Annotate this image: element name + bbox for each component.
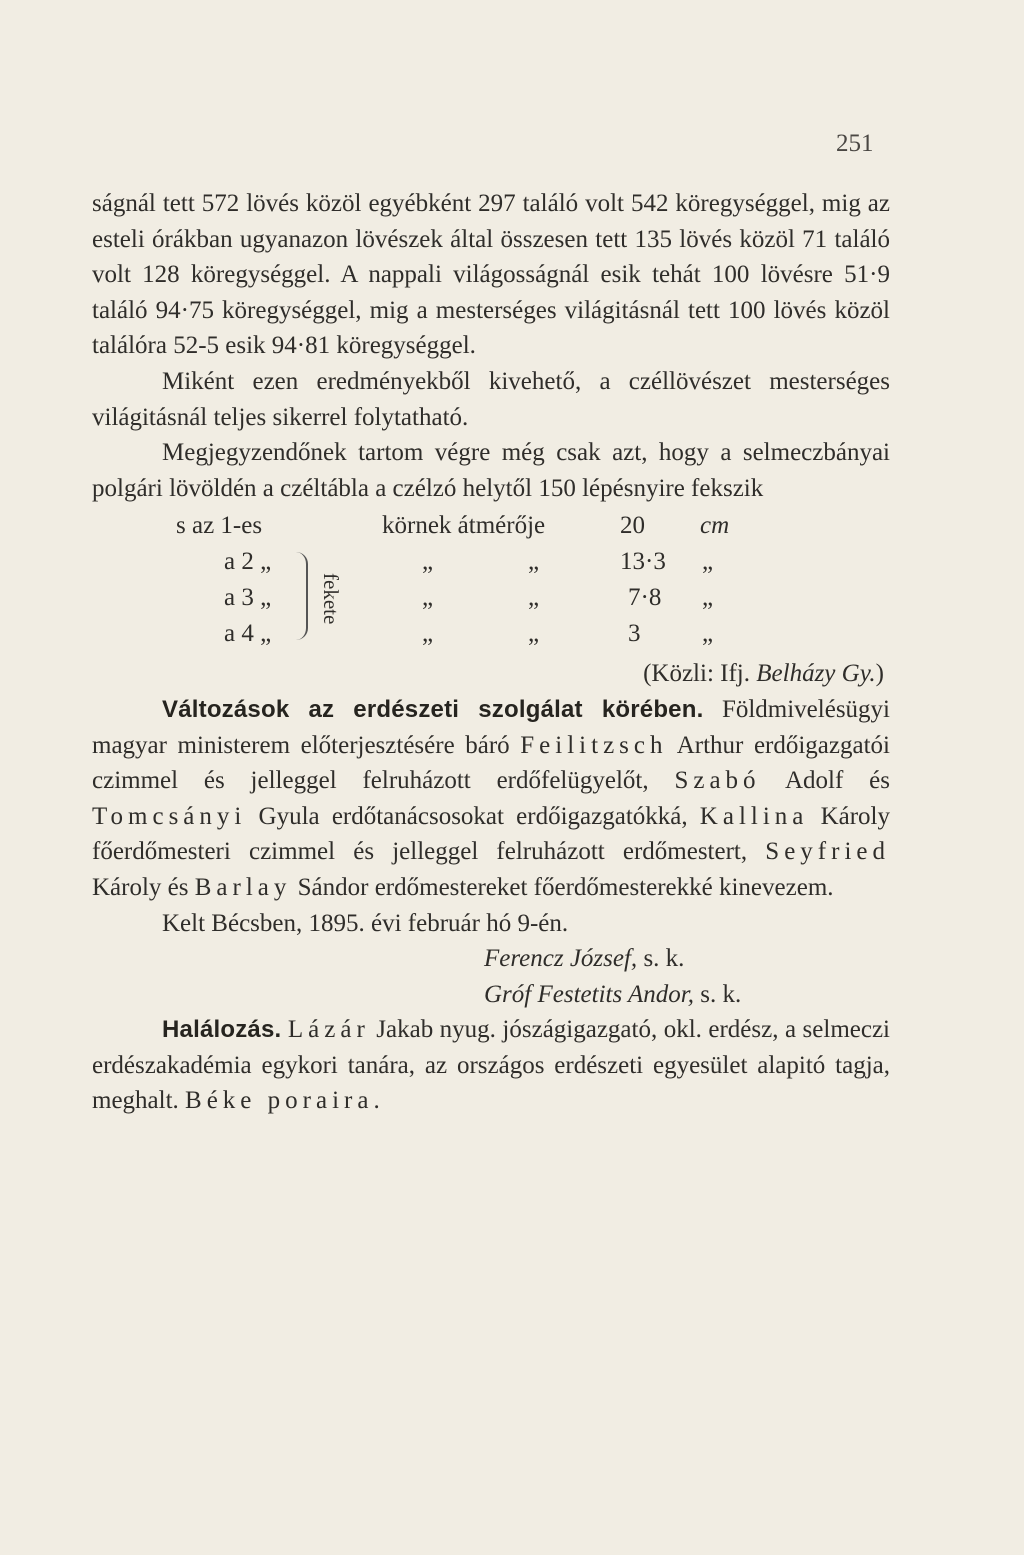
signature-minister: [92, 977, 890, 1013]
text-run: Gyula erdőtanácsosokat erdőigazgatókká,: [246, 802, 700, 830]
text-run: .: [373, 1087, 380, 1115]
text-run: Földmivelésügyi magyar ministerem előterjesztésére báró: [92, 695, 890, 759]
ring-row-1-unit: cm: [700, 512, 730, 540]
ring-row-2-ditto: „: [422, 548, 434, 576]
text-run: Arthur erdőigazgatói czimmel és jelleggel felruházott erdőfelügyelőt,: [92, 731, 890, 795]
ring-row-4-ditto-2: „: [528, 620, 540, 648]
ring-row-2-value: 13·3: [620, 548, 666, 576]
text-run: Sándor erdőmestereket főerdőmesterekké kinevezem.: [291, 873, 834, 901]
ring-diameter-table: [92, 508, 890, 656]
ring-colour-vertical-label: fekete: [319, 572, 343, 624]
ring-row-4-label: a 4 „: [224, 620, 272, 648]
person-name: Kallina: [699, 802, 809, 830]
ring-row-4-unit: „: [702, 620, 714, 648]
paragraph-appointments: [92, 692, 890, 906]
section-heading-death: Halálozás.: [162, 1016, 282, 1044]
ring-row-3-label: a 3 „: [224, 584, 272, 612]
ring-row-1-text: körnek átmérője: [382, 512, 546, 540]
ring-row-4-value: 3: [628, 620, 641, 648]
ring-row-2-label: a 2 „: [224, 548, 272, 576]
text-run: Adolf és: [760, 767, 890, 795]
text-run: Károly főerdőmesteri czimmel és jelleggel felruházott erdőmestert,: [92, 802, 890, 866]
person-name: Szabó: [674, 767, 761, 795]
curly-brace-icon: [292, 552, 308, 640]
page-number: 251: [836, 130, 874, 157]
signature-name: Ferencz József,: [484, 945, 638, 973]
ring-row-3-value: 7·8: [628, 584, 662, 612]
dated-line: Kelt Bécsben, 1895. évi február hó 9-én.: [162, 909, 569, 937]
paragraph-conclusion: Miként ezen eredményekből kivehető, a czéllövészet mesterséges világitásnál teljes sikerrel folytatható.: [92, 367, 890, 431]
paragraph-results: ságnál tett 572 lövés közöl egyébként 297 találó volt 542 köregységgel, mig az esteli órákban ugyanazon lövészek által összesen tett 135 lövés közöl 71 találó volt 128 köregységgel. A nappali világosságnál esik tehát 100 lövésre 51·9 találó 94·75 köregységgel, mig a mesterséges világitásnál tett 100 lövés közöl találóra 52-5 esik 94·81 köregységgel.: [92, 190, 890, 360]
person-name: Feilitzsch: [520, 731, 668, 759]
signature-suffix: s. k.: [637, 945, 685, 973]
credit-prefix: (Közli: Ifj.: [643, 660, 750, 688]
paragraph-note: Megjegyzendőnek tartom végre még csak azt, hogy a selmeczbányai polgári lövöldén a czéltábla a czélzó helytől 150 lépésnyire fekszik: [92, 439, 890, 502]
ring-row-3-unit: „: [702, 584, 714, 612]
text-run: Károly és: [92, 873, 195, 901]
closing-phrase: Béke poraira: [185, 1087, 374, 1115]
person-name: Tomcsányi: [92, 802, 247, 830]
person-name: Barlay: [194, 873, 292, 901]
body-text: [92, 186, 890, 1119]
signature-emperor: [92, 941, 890, 977]
ring-row-4-ditto: „: [422, 620, 434, 648]
ring-row-1-label: s az 1-es: [176, 512, 263, 540]
person-name: Seyfried: [765, 838, 890, 866]
credit-line: [92, 656, 890, 692]
credit-author: Belházy Gy.: [756, 660, 876, 688]
credit-suffix: ): [875, 660, 884, 688]
ring-row-2-ditto-2: „: [528, 548, 540, 576]
section-heading-changes: Változások az erdészeti szolgálat körében.: [162, 695, 704, 723]
text-run: Jakab nyug. jószágigazgató, okl. erdész, a selmeczi erdészakadémia egykori tanára, az országos erdészeti egyesület alapitó tagja, meghalt.: [92, 1016, 891, 1115]
ring-row-3-ditto: „: [422, 584, 434, 612]
person-name: Lázár: [287, 1016, 370, 1044]
ring-row-1-value: 20: [620, 512, 645, 540]
signature-name: Gróf Festetits Andor,: [484, 980, 694, 1008]
ring-row-3-ditto-2: „: [528, 584, 540, 612]
paragraph-obituary: [92, 1012, 890, 1119]
ring-row-2-unit: „: [702, 548, 714, 576]
signature-suffix: s. k.: [693, 980, 742, 1008]
